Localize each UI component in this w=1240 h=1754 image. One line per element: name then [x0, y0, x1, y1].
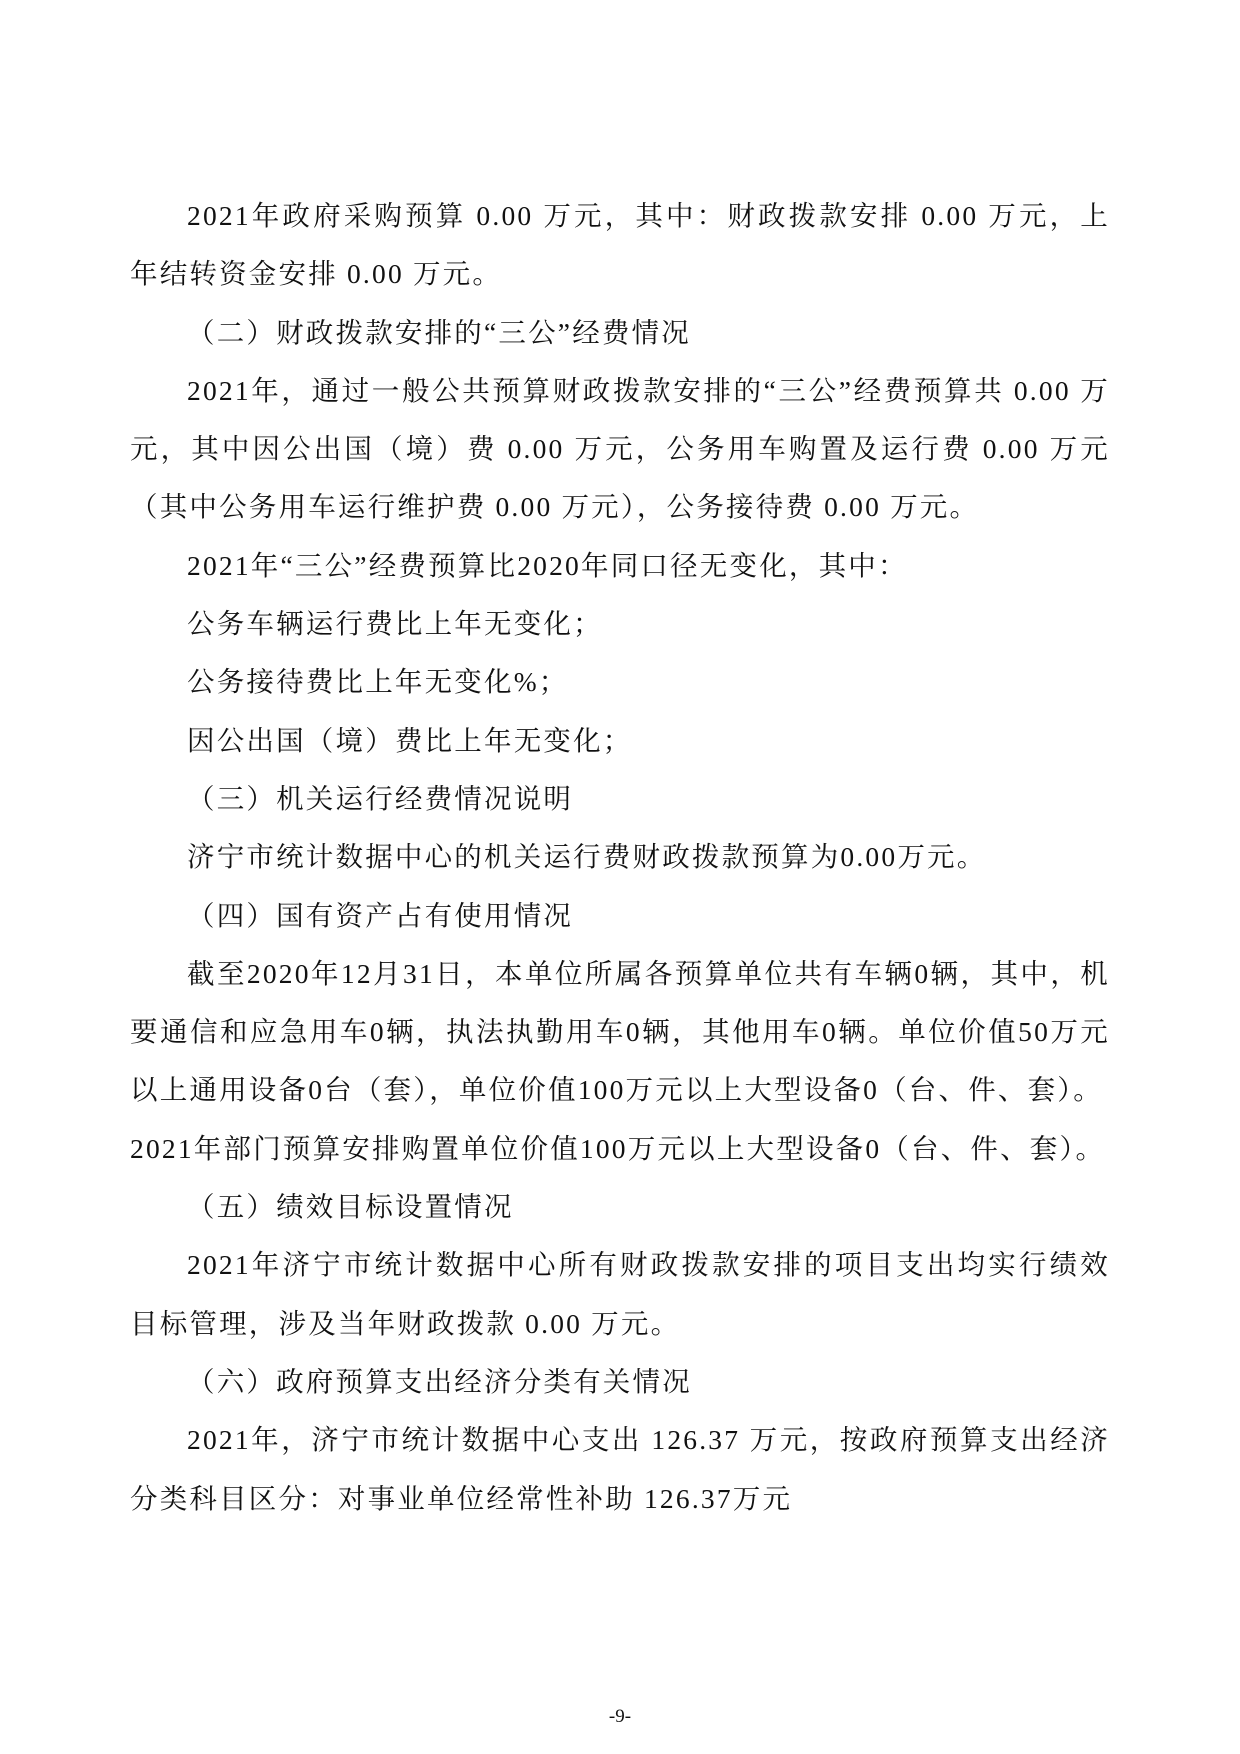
paragraph-procurement-budget: 2021年政府采购预算 0.00 万元，其中：财政拨款安排 0.00 万元，上年结转资金安排 0.00 万元。 — [130, 200, 1110, 290]
paragraph-state-assets: 截至2020年12月31日，本单位所属各预算单位共有车辆0辆，其中，机要通信和应急用车0辆，执法执勤用车0辆，其他用车0辆。单位价值50万元以上通用设备0台（套），单位价值100万元以上大型设备0（台、件、套）。 — [130, 957, 1110, 1106]
paragraph-vehicle-cost: 公务车辆运行费比上年无变化； — [187, 608, 603, 640]
paragraph-overseas-cost: 因公出国（境）费比上年无变化； — [187, 724, 633, 756]
paragraph-three-public-comparison: 2021年“三公”经费预算比2020年同口径无变化，其中： — [187, 549, 908, 581]
section-heading-6: （六）政府预算支出经济分类有关情况 — [187, 1365, 692, 1397]
paragraph-performance-targets: 2021年济宁市统计数据中心所有财政拨款安排的项目支出均实行绩效目标管理，涉及当年财政拨款 0.00 万元。 — [130, 1249, 1110, 1339]
paragraph-reception-cost: 公务接待费比上年无变化%； — [187, 666, 569, 698]
paragraph-operating-cost: 济宁市统计数据中心的机关运行费财政拨款预算为0.00万元。 — [187, 841, 987, 873]
page-number: -9- — [608, 1706, 632, 1727]
section-heading-4: （四）国有资产占有使用情况 — [187, 899, 574, 931]
paragraph-equipment-purchase: 2021年部门预算安排购置单位价值100万元以上大型设备0（台、件、套）。 — [130, 1132, 1106, 1164]
section-heading-3: （三）机关运行经费情况说明 — [187, 782, 574, 814]
section-heading-5: （五）绩效目标设置情况 — [187, 1191, 514, 1223]
paragraph-economic-classification: 2021年，济宁市统计数据中心支出 126.37 万元，按政府预算支出经济分类科目区分：对事业单位经常性补助 126.37万元 — [130, 1424, 1110, 1514]
section-heading-2: （二）财政拨款安排的“三公”经费情况 — [187, 316, 692, 348]
document-body — [130, 187, 1110, 1528]
paragraph-three-public-budget: 2021年，通过一般公共预算财政拨款安排的“三公”经费预算共 0.00 万元，其中因公出国（境）费 0.00 万元，公务用车购置及运行费 0.00 万元（其中公务用车运行维护费 0.00 万元），公务接待费 0.00 万元。 — [130, 374, 1110, 523]
